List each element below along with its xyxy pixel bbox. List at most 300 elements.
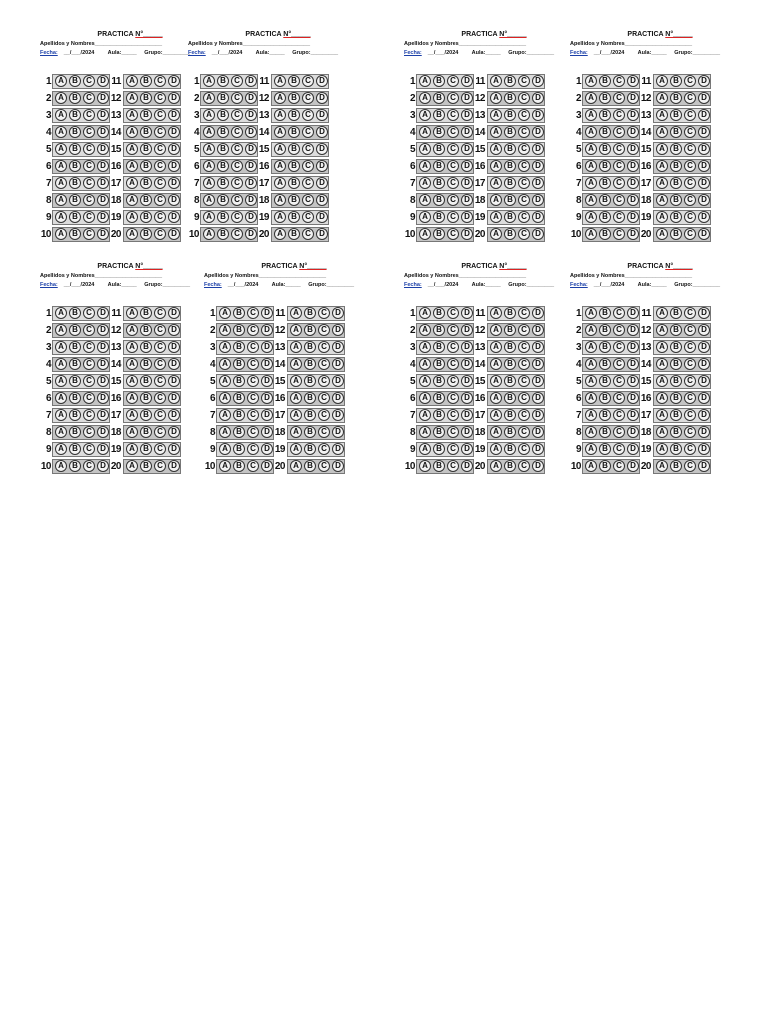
answer-bubble-b[interactable]: B — [217, 92, 229, 104]
answer-bubble-b[interactable]: B — [433, 443, 445, 455]
answer-bubble-b[interactable]: B — [233, 443, 245, 455]
answer-bubble-d[interactable]: D — [168, 194, 180, 206]
answer-bubble-b[interactable]: B — [233, 460, 245, 472]
answer-bubble-b[interactable]: B — [304, 392, 316, 404]
answer-bubble-a[interactable]: A — [419, 228, 431, 240]
answer-bubble-c[interactable]: C — [613, 358, 625, 370]
answer-bubble-a[interactable]: A — [656, 194, 668, 206]
answer-bubble-a[interactable]: A — [490, 460, 502, 472]
answer-bubble-b[interactable]: B — [69, 426, 81, 438]
answer-bubble-d[interactable]: D — [698, 460, 710, 472]
answer-bubble-c[interactable]: C — [154, 341, 166, 353]
answer-bubble-a[interactable]: A — [274, 143, 286, 155]
answer-bubble-b[interactable]: B — [599, 324, 611, 336]
answer-bubble-b[interactable]: B — [599, 92, 611, 104]
answer-bubble-c[interactable]: C — [231, 228, 243, 240]
answer-bubble-d[interactable]: D — [532, 194, 544, 206]
answer-bubble-c[interactable]: C — [247, 443, 259, 455]
answer-bubble-a[interactable]: A — [219, 426, 231, 438]
answer-bubble-b[interactable]: B — [599, 109, 611, 121]
answer-bubble-c[interactable]: C — [613, 194, 625, 206]
answer-bubble-b[interactable]: B — [69, 75, 81, 87]
answer-bubble-d[interactable]: D — [461, 341, 473, 353]
answer-bubble-c[interactable]: C — [447, 177, 459, 189]
answer-bubble-c[interactable]: C — [518, 358, 530, 370]
answer-bubble-c[interactable]: C — [83, 160, 95, 172]
answer-bubble-b[interactable]: B — [599, 177, 611, 189]
answer-bubble-d[interactable]: D — [461, 143, 473, 155]
answer-bubble-c[interactable]: C — [302, 109, 314, 121]
answer-bubble-c[interactable]: C — [684, 143, 696, 155]
answer-bubble-b[interactable]: B — [140, 443, 152, 455]
answer-bubble-c[interactable]: C — [231, 194, 243, 206]
answer-bubble-c[interactable]: C — [83, 126, 95, 138]
answer-bubble-c[interactable]: C — [154, 375, 166, 387]
answer-bubble-b[interactable]: B — [433, 126, 445, 138]
answer-bubble-b[interactable]: B — [304, 307, 316, 319]
answer-bubble-d[interactable]: D — [332, 358, 344, 370]
answer-bubble-a[interactable]: A — [419, 375, 431, 387]
answer-bubble-d[interactable]: D — [532, 92, 544, 104]
answer-bubble-b[interactable]: B — [140, 228, 152, 240]
answer-bubble-a[interactable]: A — [656, 358, 668, 370]
answer-bubble-b[interactable]: B — [69, 143, 81, 155]
answer-bubble-a[interactable]: A — [219, 392, 231, 404]
answer-bubble-c[interactable]: C — [83, 92, 95, 104]
answer-bubble-a[interactable]: A — [419, 177, 431, 189]
answer-bubble-b[interactable]: B — [670, 177, 682, 189]
answer-bubble-d[interactable]: D — [698, 392, 710, 404]
answer-bubble-d[interactable]: D — [245, 126, 257, 138]
answer-bubble-c[interactable]: C — [518, 443, 530, 455]
answer-bubble-b[interactable]: B — [233, 307, 245, 319]
answer-bubble-c[interactable]: C — [518, 75, 530, 87]
answer-bubble-c[interactable]: C — [154, 92, 166, 104]
answer-bubble-c[interactable]: C — [447, 324, 459, 336]
answer-bubble-c[interactable]: C — [154, 194, 166, 206]
answer-bubble-d[interactable]: D — [627, 392, 639, 404]
answer-bubble-a[interactable]: A — [290, 426, 302, 438]
answer-bubble-d[interactable]: D — [532, 143, 544, 155]
answer-bubble-c[interactable]: C — [83, 177, 95, 189]
answer-bubble-a[interactable]: A — [490, 409, 502, 421]
answer-bubble-d[interactable]: D — [168, 358, 180, 370]
answer-bubble-b[interactable]: B — [670, 324, 682, 336]
answer-bubble-d[interactable]: D — [261, 307, 273, 319]
answer-bubble-d[interactable]: D — [698, 126, 710, 138]
answer-bubble-a[interactable]: A — [126, 92, 138, 104]
answer-bubble-a[interactable]: A — [126, 109, 138, 121]
answer-bubble-a[interactable]: A — [490, 75, 502, 87]
answer-bubble-c[interactable]: C — [83, 75, 95, 87]
answer-bubble-b[interactable]: B — [504, 126, 516, 138]
answer-bubble-b[interactable]: B — [69, 92, 81, 104]
answer-bubble-d[interactable]: D — [698, 341, 710, 353]
answer-bubble-b[interactable]: B — [140, 358, 152, 370]
answer-bubble-b[interactable]: B — [599, 194, 611, 206]
answer-bubble-b[interactable]: B — [69, 409, 81, 421]
answer-bubble-d[interactable]: D — [698, 75, 710, 87]
answer-bubble-d[interactable]: D — [461, 324, 473, 336]
answer-bubble-c[interactable]: C — [684, 460, 696, 472]
answer-bubble-d[interactable]: D — [168, 375, 180, 387]
answer-bubble-d[interactable]: D — [97, 358, 109, 370]
answer-bubble-c[interactable]: C — [518, 211, 530, 223]
answer-bubble-b[interactable]: B — [69, 307, 81, 319]
answer-bubble-a[interactable]: A — [656, 375, 668, 387]
answer-bubble-c[interactable]: C — [447, 160, 459, 172]
answer-bubble-a[interactable]: A — [219, 324, 231, 336]
answer-bubble-b[interactable]: B — [599, 409, 611, 421]
answer-bubble-a[interactable]: A — [419, 109, 431, 121]
answer-bubble-c[interactable]: C — [613, 109, 625, 121]
answer-bubble-a[interactable]: A — [219, 375, 231, 387]
answer-bubble-c[interactable]: C — [613, 443, 625, 455]
answer-bubble-d[interactable]: D — [532, 341, 544, 353]
answer-bubble-d[interactable]: D — [245, 194, 257, 206]
answer-bubble-c[interactable]: C — [83, 443, 95, 455]
answer-bubble-a[interactable]: A — [490, 358, 502, 370]
answer-bubble-d[interactable]: D — [627, 460, 639, 472]
answer-bubble-b[interactable]: B — [504, 160, 516, 172]
answer-bubble-b[interactable]: B — [69, 460, 81, 472]
answer-bubble-b[interactable]: B — [140, 460, 152, 472]
answer-bubble-d[interactable]: D — [168, 126, 180, 138]
answer-bubble-a[interactable]: A — [490, 194, 502, 206]
answer-bubble-b[interactable]: B — [288, 194, 300, 206]
answer-bubble-c[interactable]: C — [518, 228, 530, 240]
answer-bubble-a[interactable]: A — [126, 426, 138, 438]
answer-bubble-c[interactable]: C — [684, 109, 696, 121]
answer-bubble-b[interactable]: B — [670, 443, 682, 455]
answer-bubble-c[interactable]: C — [518, 409, 530, 421]
answer-bubble-d[interactable]: D — [332, 409, 344, 421]
answer-bubble-b[interactable]: B — [504, 228, 516, 240]
answer-bubble-c[interactable]: C — [684, 211, 696, 223]
answer-bubble-d[interactable]: D — [168, 341, 180, 353]
answer-bubble-b[interactable]: B — [69, 358, 81, 370]
answer-bubble-c[interactable]: C — [302, 177, 314, 189]
answer-bubble-a[interactable]: A — [274, 194, 286, 206]
answer-bubble-b[interactable]: B — [69, 375, 81, 387]
answer-bubble-b[interactable]: B — [140, 75, 152, 87]
answer-bubble-a[interactable]: A — [126, 160, 138, 172]
answer-bubble-d[interactable]: D — [97, 307, 109, 319]
answer-bubble-d[interactable]: D — [97, 324, 109, 336]
answer-bubble-b[interactable]: B — [599, 341, 611, 353]
answer-bubble-a[interactable]: A — [490, 426, 502, 438]
answer-bubble-b[interactable]: B — [69, 324, 81, 336]
answer-bubble-c[interactable]: C — [231, 160, 243, 172]
answer-bubble-a[interactable]: A — [419, 460, 431, 472]
answer-bubble-c[interactable]: C — [154, 109, 166, 121]
answer-bubble-b[interactable]: B — [140, 126, 152, 138]
answer-bubble-b[interactable]: B — [217, 109, 229, 121]
answer-bubble-b[interactable]: B — [288, 177, 300, 189]
answer-bubble-a[interactable]: A — [55, 443, 67, 455]
answer-bubble-d[interactable]: D — [97, 160, 109, 172]
answer-bubble-d[interactable]: D — [97, 409, 109, 421]
answer-bubble-d[interactable]: D — [461, 109, 473, 121]
answer-bubble-c[interactable]: C — [684, 92, 696, 104]
answer-bubble-d[interactable]: D — [698, 109, 710, 121]
answer-bubble-d[interactable]: D — [532, 307, 544, 319]
answer-bubble-c[interactable]: C — [613, 409, 625, 421]
answer-bubble-c[interactable]: C — [447, 341, 459, 353]
answer-bubble-d[interactable]: D — [261, 358, 273, 370]
answer-bubble-a[interactable]: A — [219, 341, 231, 353]
answer-bubble-c[interactable]: C — [613, 92, 625, 104]
answer-bubble-a[interactable]: A — [126, 392, 138, 404]
answer-bubble-c[interactable]: C — [231, 211, 243, 223]
answer-bubble-b[interactable]: B — [504, 109, 516, 121]
answer-bubble-b[interactable]: B — [599, 392, 611, 404]
answer-bubble-c[interactable]: C — [447, 443, 459, 455]
answer-bubble-b[interactable]: B — [217, 75, 229, 87]
answer-bubble-d[interactable]: D — [532, 177, 544, 189]
answer-bubble-b[interactable]: B — [140, 324, 152, 336]
answer-bubble-a[interactable]: A — [55, 160, 67, 172]
answer-bubble-c[interactable]: C — [231, 177, 243, 189]
answer-bubble-c[interactable]: C — [154, 443, 166, 455]
answer-bubble-d[interactable]: D — [332, 426, 344, 438]
answer-bubble-d[interactable]: D — [245, 160, 257, 172]
answer-bubble-c[interactable]: C — [231, 126, 243, 138]
answer-bubble-a[interactable]: A — [55, 75, 67, 87]
answer-bubble-b[interactable]: B — [140, 194, 152, 206]
answer-bubble-b[interactable]: B — [504, 143, 516, 155]
answer-bubble-b[interactable]: B — [140, 392, 152, 404]
answer-bubble-c[interactable]: C — [154, 358, 166, 370]
answer-bubble-b[interactable]: B — [433, 160, 445, 172]
answer-bubble-b[interactable]: B — [69, 211, 81, 223]
answer-bubble-d[interactable]: D — [627, 307, 639, 319]
answer-bubble-d[interactable]: D — [627, 228, 639, 240]
answer-bubble-b[interactable]: B — [504, 211, 516, 223]
answer-bubble-c[interactable]: C — [613, 392, 625, 404]
answer-bubble-c[interactable]: C — [83, 358, 95, 370]
answer-bubble-d[interactable]: D — [332, 324, 344, 336]
answer-bubble-a[interactable]: A — [585, 194, 597, 206]
answer-bubble-a[interactable]: A — [203, 160, 215, 172]
answer-bubble-b[interactable]: B — [304, 358, 316, 370]
answer-bubble-a[interactable]: A — [490, 307, 502, 319]
answer-bubble-d[interactable]: D — [532, 228, 544, 240]
answer-bubble-a[interactable]: A — [419, 324, 431, 336]
answer-bubble-d[interactable]: D — [698, 211, 710, 223]
answer-bubble-a[interactable]: A — [585, 109, 597, 121]
answer-bubble-d[interactable]: D — [627, 375, 639, 387]
answer-bubble-a[interactable]: A — [585, 409, 597, 421]
answer-bubble-c[interactable]: C — [613, 75, 625, 87]
answer-bubble-d[interactable]: D — [627, 177, 639, 189]
answer-bubble-d[interactable]: D — [461, 211, 473, 223]
answer-bubble-b[interactable]: B — [670, 92, 682, 104]
answer-bubble-d[interactable]: D — [532, 358, 544, 370]
answer-bubble-c[interactable]: C — [447, 109, 459, 121]
answer-bubble-d[interactable]: D — [461, 92, 473, 104]
answer-bubble-a[interactable]: A — [126, 211, 138, 223]
answer-bubble-c[interactable]: C — [684, 228, 696, 240]
answer-bubble-a[interactable]: A — [656, 177, 668, 189]
answer-bubble-b[interactable]: B — [599, 358, 611, 370]
answer-bubble-d[interactable]: D — [698, 443, 710, 455]
answer-bubble-d[interactable]: D — [532, 443, 544, 455]
answer-bubble-b[interactable]: B — [433, 392, 445, 404]
answer-bubble-a[interactable]: A — [290, 341, 302, 353]
answer-bubble-a[interactable]: A — [126, 409, 138, 421]
answer-bubble-d[interactable]: D — [168, 177, 180, 189]
answer-bubble-b[interactable]: B — [670, 392, 682, 404]
answer-bubble-b[interactable]: B — [599, 426, 611, 438]
answer-bubble-a[interactable]: A — [490, 211, 502, 223]
answer-bubble-a[interactable]: A — [126, 228, 138, 240]
answer-bubble-d[interactable]: D — [461, 460, 473, 472]
answer-bubble-c[interactable]: C — [154, 228, 166, 240]
answer-bubble-c[interactable]: C — [518, 426, 530, 438]
answer-bubble-b[interactable]: B — [233, 375, 245, 387]
answer-bubble-d[interactable]: D — [627, 358, 639, 370]
answer-bubble-a[interactable]: A — [585, 324, 597, 336]
answer-bubble-b[interactable]: B — [670, 75, 682, 87]
answer-bubble-c[interactable]: C — [518, 126, 530, 138]
answer-bubble-a[interactable]: A — [656, 143, 668, 155]
answer-bubble-b[interactable]: B — [599, 75, 611, 87]
answer-bubble-b[interactable]: B — [504, 358, 516, 370]
answer-bubble-a[interactable]: A — [203, 92, 215, 104]
answer-bubble-b[interactable]: B — [233, 392, 245, 404]
answer-bubble-c[interactable]: C — [318, 375, 330, 387]
answer-bubble-c[interactable]: C — [684, 126, 696, 138]
answer-bubble-a[interactable]: A — [419, 160, 431, 172]
answer-bubble-b[interactable]: B — [670, 143, 682, 155]
answer-bubble-a[interactable]: A — [290, 358, 302, 370]
answer-bubble-c[interactable]: C — [518, 160, 530, 172]
answer-bubble-a[interactable]: A — [490, 324, 502, 336]
answer-bubble-a[interactable]: A — [419, 92, 431, 104]
answer-bubble-d[interactable]: D — [245, 92, 257, 104]
answer-bubble-b[interactable]: B — [217, 211, 229, 223]
answer-bubble-b[interactable]: B — [69, 160, 81, 172]
answer-bubble-b[interactable]: B — [599, 443, 611, 455]
answer-bubble-b[interactable]: B — [433, 341, 445, 353]
answer-bubble-a[interactable]: A — [290, 392, 302, 404]
answer-bubble-d[interactable]: D — [97, 109, 109, 121]
answer-bubble-d[interactable]: D — [168, 443, 180, 455]
answer-bubble-b[interactable]: B — [670, 426, 682, 438]
answer-bubble-d[interactable]: D — [461, 75, 473, 87]
answer-bubble-a[interactable]: A — [126, 460, 138, 472]
answer-bubble-d[interactable]: D — [698, 375, 710, 387]
answer-bubble-c[interactable]: C — [318, 341, 330, 353]
answer-bubble-a[interactable]: A — [419, 409, 431, 421]
answer-bubble-d[interactable]: D — [532, 160, 544, 172]
answer-bubble-a[interactable]: A — [126, 307, 138, 319]
answer-bubble-c[interactable]: C — [684, 307, 696, 319]
answer-bubble-c[interactable]: C — [247, 358, 259, 370]
answer-bubble-b[interactable]: B — [233, 324, 245, 336]
answer-bubble-a[interactable]: A — [419, 392, 431, 404]
answer-bubble-b[interactable]: B — [670, 307, 682, 319]
answer-bubble-c[interactable]: C — [302, 160, 314, 172]
answer-bubble-c[interactable]: C — [247, 375, 259, 387]
answer-bubble-c[interactable]: C — [83, 460, 95, 472]
answer-bubble-c[interactable]: C — [613, 126, 625, 138]
answer-bubble-a[interactable]: A — [219, 409, 231, 421]
answer-bubble-d[interactable]: D — [261, 324, 273, 336]
answer-bubble-c[interactable]: C — [302, 228, 314, 240]
answer-bubble-d[interactable]: D — [627, 194, 639, 206]
answer-bubble-a[interactable]: A — [656, 460, 668, 472]
answer-bubble-d[interactable]: D — [627, 92, 639, 104]
answer-bubble-b[interactable]: B — [504, 460, 516, 472]
answer-bubble-c[interactable]: C — [447, 228, 459, 240]
answer-bubble-d[interactable]: D — [532, 324, 544, 336]
answer-bubble-b[interactable]: B — [433, 75, 445, 87]
answer-bubble-b[interactable]: B — [670, 228, 682, 240]
answer-bubble-a[interactable]: A — [585, 426, 597, 438]
answer-bubble-d[interactable]: D — [461, 409, 473, 421]
answer-bubble-d[interactable]: D — [97, 392, 109, 404]
answer-bubble-c[interactable]: C — [302, 126, 314, 138]
answer-bubble-c[interactable]: C — [231, 109, 243, 121]
answer-bubble-c[interactable]: C — [154, 160, 166, 172]
answer-bubble-c[interactable]: C — [154, 409, 166, 421]
answer-bubble-c[interactable]: C — [613, 426, 625, 438]
answer-bubble-d[interactable]: D — [97, 211, 109, 223]
answer-bubble-a[interactable]: A — [585, 143, 597, 155]
answer-bubble-a[interactable]: A — [126, 143, 138, 155]
answer-bubble-d[interactable]: D — [316, 75, 328, 87]
answer-bubble-d[interactable]: D — [261, 341, 273, 353]
answer-bubble-d[interactable]: D — [245, 75, 257, 87]
answer-bubble-b[interactable]: B — [140, 109, 152, 121]
answer-bubble-c[interactable]: C — [518, 143, 530, 155]
answer-bubble-c[interactable]: C — [154, 307, 166, 319]
answer-bubble-d[interactable]: D — [316, 160, 328, 172]
answer-bubble-a[interactable]: A — [126, 194, 138, 206]
answer-bubble-d[interactable]: D — [316, 92, 328, 104]
answer-bubble-b[interactable]: B — [69, 126, 81, 138]
answer-bubble-c[interactable]: C — [247, 392, 259, 404]
answer-bubble-b[interactable]: B — [504, 375, 516, 387]
answer-bubble-a[interactable]: A — [490, 443, 502, 455]
answer-bubble-c[interactable]: C — [154, 126, 166, 138]
answer-bubble-d[interactable]: D — [245, 211, 257, 223]
answer-bubble-c[interactable]: C — [247, 324, 259, 336]
answer-bubble-a[interactable]: A — [126, 358, 138, 370]
answer-bubble-a[interactable]: A — [203, 177, 215, 189]
answer-bubble-c[interactable]: C — [518, 341, 530, 353]
answer-bubble-a[interactable]: A — [55, 375, 67, 387]
answer-bubble-b[interactable]: B — [670, 126, 682, 138]
answer-bubble-d[interactable]: D — [316, 126, 328, 138]
answer-bubble-b[interactable]: B — [140, 211, 152, 223]
answer-bubble-c[interactable]: C — [518, 460, 530, 472]
answer-bubble-d[interactable]: D — [245, 228, 257, 240]
answer-bubble-a[interactable]: A — [656, 109, 668, 121]
answer-bubble-a[interactable]: A — [55, 109, 67, 121]
answer-bubble-a[interactable]: A — [203, 211, 215, 223]
answer-bubble-b[interactable]: B — [217, 194, 229, 206]
answer-bubble-b[interactable]: B — [140, 160, 152, 172]
answer-bubble-b[interactable]: B — [504, 194, 516, 206]
answer-bubble-a[interactable]: A — [585, 443, 597, 455]
answer-bubble-b[interactable]: B — [288, 92, 300, 104]
answer-bubble-a[interactable]: A — [203, 143, 215, 155]
answer-bubble-a[interactable]: A — [419, 341, 431, 353]
answer-bubble-a[interactable]: A — [656, 126, 668, 138]
